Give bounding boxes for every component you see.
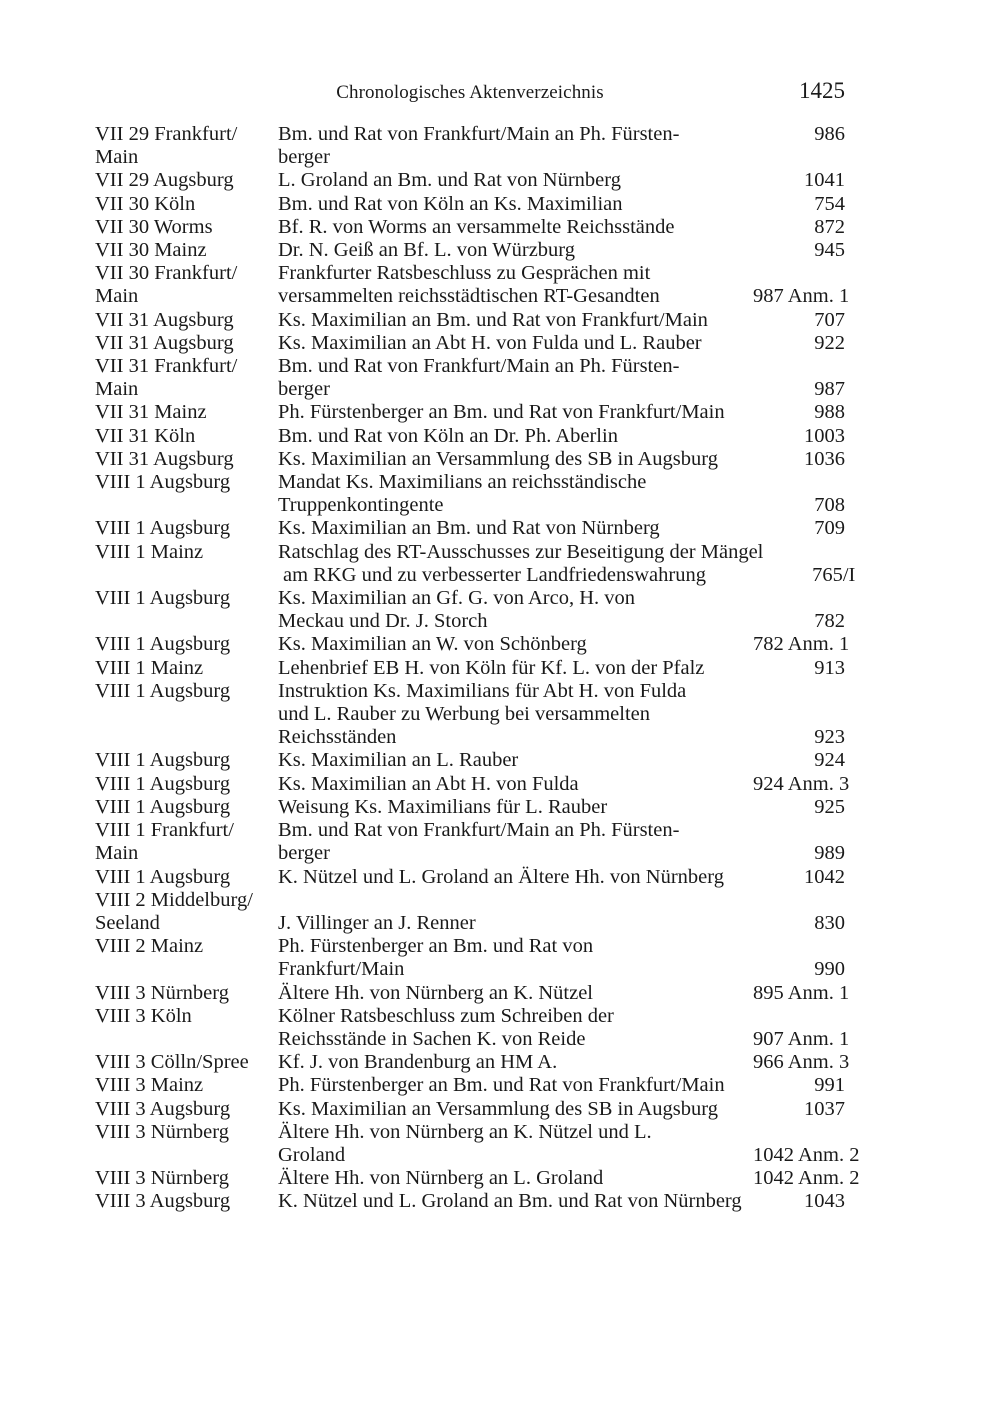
- entry-description-line: Kölner Ratsbeschluss zum Schreiben der: [278, 1004, 614, 1027]
- entry-description: [278, 633, 753, 656]
- entry-date-place: [95, 169, 278, 192]
- entry-row: [95, 866, 845, 889]
- entry-description: [278, 471, 753, 517]
- entry-date-place: [95, 982, 278, 1005]
- entry-description-line: Ks. Maximilian an Versammlung des SB in Augsburg: [278, 447, 718, 470]
- entry-date-place: [95, 680, 278, 750]
- entry-description: [278, 355, 753, 401]
- entry-date-place: [95, 889, 278, 935]
- entry-date-line: VIII 3 Köln: [95, 1004, 192, 1027]
- entry-description-line: Ph. Fürstenberger an Bm. und Rat von Frankfurt/Main: [278, 1074, 725, 1097]
- entry-date-place: [95, 355, 278, 401]
- entry-description-line: Groland: [278, 1143, 346, 1166]
- entry-row: [95, 935, 845, 981]
- entry-date-line: VIII 3 Nürnberg: [95, 981, 229, 1004]
- entry-description-line: Reichsstände in Sachen K. von Reide: [278, 1027, 586, 1050]
- entry-description-line: Ph. Fürstenberger an Bm. und Rat von: [278, 935, 594, 958]
- entry-date-place: [95, 1051, 278, 1074]
- entry-date-line: VIII 1 Mainz: [95, 540, 204, 563]
- entry-date-line: VIII 1 Augsburg: [95, 749, 231, 772]
- entry-description-line: berger: [278, 842, 330, 865]
- entry-date-place: [95, 749, 278, 772]
- entry-date-line: VIII 1 Augsburg: [95, 517, 231, 540]
- entry-date-line: Main: [95, 146, 139, 169]
- entry-document-number: 991: [814, 1074, 845, 1097]
- entry-document-number: 895 Anm. 1: [753, 981, 850, 1004]
- entry-date-line: VIII 1 Augsburg: [95, 679, 231, 702]
- entry-date-place: [95, 332, 278, 355]
- entry-description: [278, 1190, 753, 1213]
- entry-description-line: Weisung Ks. Maximilians für L. Rauber: [278, 795, 608, 818]
- entry-document-number: 754: [814, 192, 845, 215]
- entry-document-number: 1036: [804, 447, 845, 470]
- entry-date-line: VIII 3 Cölln/Spree: [95, 1051, 249, 1074]
- entry-description-line: berger: [278, 378, 330, 401]
- entry-row: [95, 239, 845, 262]
- entry-document-number: 765/I: [812, 563, 856, 586]
- entry-description: [278, 309, 753, 332]
- entry-document-number: 987: [814, 378, 845, 401]
- entry-description-line: Frankfurt/Main: [278, 958, 405, 981]
- entry-row: [95, 332, 845, 355]
- entry-row: [95, 193, 845, 216]
- entry-date-place: [95, 796, 278, 819]
- entry-row: [95, 1098, 845, 1121]
- entry-date-place: [95, 657, 278, 680]
- entry-row: [95, 1167, 860, 1190]
- entry-description-line: Bm. und Rat von Frankfurt/Main an Ph. Fürsten-: [278, 355, 680, 378]
- running-title: Chronologisches Aktenverzeichnis: [336, 82, 604, 103]
- entry-date-line: VII 31 Köln: [95, 424, 196, 447]
- entry-row: [95, 587, 845, 633]
- entry-date-line: VII 31 Augsburg: [95, 331, 234, 354]
- entry-description: [278, 1121, 753, 1167]
- entry-description: [278, 680, 753, 750]
- entry-row: [95, 772, 850, 796]
- entry-document-number: 709: [814, 517, 845, 540]
- entry-description-line: und L. Rauber zu Werbung bei versammelten: [278, 703, 650, 726]
- entry-description-line: Meckau und Dr. J. Storch: [278, 610, 488, 633]
- entry-description: [278, 169, 753, 192]
- page-number: 1425: [799, 78, 845, 103]
- entry-date-place: [95, 262, 278, 308]
- entry-row: [95, 425, 845, 448]
- entry-description: [278, 541, 763, 587]
- entry-date-place: [95, 935, 278, 981]
- entry-description: [278, 193, 753, 216]
- entry-description: [278, 216, 753, 239]
- entry-row: [95, 819, 845, 865]
- entry-date-line: VIII 2 Middelburg/: [95, 888, 253, 911]
- entry-description: [278, 935, 753, 981]
- entry-date-place: [95, 541, 278, 587]
- entry-date-place: [95, 193, 278, 216]
- entry-row: [95, 680, 845, 750]
- entry-row: [95, 123, 845, 169]
- entry-document-number: 990: [814, 958, 845, 981]
- entry-row: [95, 216, 845, 239]
- entry-row: [95, 448, 845, 471]
- entry-row: [95, 657, 845, 680]
- entry-row: [95, 355, 845, 401]
- entry-document-number: 782: [814, 610, 845, 633]
- entry-description: [278, 332, 753, 355]
- entry-description: [278, 401, 753, 424]
- entry-date-line: Seeland: [95, 911, 160, 934]
- entry-date-place: [95, 1098, 278, 1121]
- entry-date-place: [95, 239, 278, 262]
- entry-description-line: Bm. und Rat von Frankfurt/Main an Ph. Fürsten-: [278, 123, 680, 145]
- entry-description-line: Ratschlag des RT-Ausschusses zur Beseitigung der Mängel: [278, 540, 764, 563]
- entry-document-number: 1041: [804, 169, 845, 192]
- entry-row: [95, 517, 845, 540]
- entry-description-line: Ks. Maximilian an L. Rauber: [278, 749, 519, 772]
- entry-date-line: VIII 1 Augsburg: [95, 471, 231, 494]
- entry-date-place: [95, 401, 278, 424]
- entry-description-line: [278, 889, 753, 912]
- entry-description-line: Ks. Maximilian an Abt H. von Fulda: [278, 772, 579, 795]
- entry-row: [95, 1004, 850, 1051]
- entry-date-place: [95, 1005, 278, 1051]
- entry-description-line: Mandat Ks. Maximilians an reichsständische: [278, 471, 647, 494]
- entry-date-line: Main: [95, 842, 139, 865]
- entry-description-line: am RKG und zu verbesserter Landfriedenswahrung: [283, 563, 706, 586]
- entry-date-place: [95, 216, 278, 239]
- entry-description: [278, 1167, 753, 1190]
- entry-description: [278, 425, 753, 448]
- entry-description: [278, 796, 753, 819]
- entry-description: [278, 866, 753, 889]
- entry-date-line: VII 29 Augsburg: [95, 169, 234, 192]
- entry-document-number: 913: [814, 656, 845, 679]
- entry-description: [278, 982, 753, 1005]
- entry-date-line: VIII 1 Augsburg: [95, 633, 231, 656]
- entry-row: [95, 1051, 850, 1074]
- entry-description: [278, 1074, 753, 1097]
- entry-date-line: VIII 1 Augsburg: [95, 865, 231, 888]
- entry-date-place: [95, 633, 278, 656]
- entry-date-line: VIII 3 Augsburg: [95, 1190, 231, 1213]
- chronological-entry-list: [95, 123, 860, 1214]
- entry-description: [278, 1098, 753, 1121]
- entry-description-line: Bm. und Rat von Frankfurt/Main an Ph. Fürsten-: [278, 819, 680, 842]
- entry-description-line: Ph. Fürstenberger an Bm. und Rat von Frankfurt/Main: [278, 401, 725, 424]
- entry-date-place: [95, 517, 278, 540]
- entry-description-line: Ks. Maximilian an Bm. und Rat von Nürnberg: [278, 517, 660, 540]
- entry-date-line: VII 31 Augsburg: [95, 308, 234, 331]
- entry-date-line: VII 30 Köln: [95, 192, 196, 215]
- entry-date-place: [95, 471, 278, 517]
- entry-description: [278, 773, 753, 796]
- entry-date-place: [95, 309, 278, 332]
- entry-description-line: versammelten reichsstädtischen RT-Gesandten: [278, 285, 660, 308]
- entry-date-line: VII 31 Augsburg: [95, 447, 234, 470]
- entry-document-number: 872: [814, 215, 845, 238]
- entry-document-number: 1042 Anm. 2: [753, 1143, 860, 1166]
- entry-date-place: [95, 448, 278, 471]
- entry-description-line: Ks. Maximilian an Bm. und Rat von Frankfurt/Main: [278, 308, 708, 331]
- entry-description-line: berger: [278, 146, 330, 169]
- entry-document-number: 925: [814, 795, 845, 818]
- entry-description-line: Ältere Hh. von Nürnberg an L. Groland: [278, 1167, 604, 1190]
- entry-document-number: 986: [814, 123, 845, 145]
- entry-description: [278, 657, 753, 680]
- entry-date-line: VIII 1 Augsburg: [95, 772, 231, 795]
- entry-document-number: 989: [814, 842, 845, 865]
- entry-date-place: [95, 587, 278, 633]
- entry-description-line: K. Nützel und L. Groland an Ältere Hh. von Nürnberg: [278, 865, 724, 888]
- entry-description: [278, 517, 753, 540]
- entry-date-line: VIII 1 Augsburg: [95, 587, 231, 610]
- entry-date-place: [95, 866, 278, 889]
- entry-description-line: J. Villinger an J. Renner: [278, 911, 476, 934]
- entry-date-place: [95, 1074, 278, 1097]
- entry-document-number: 1037: [804, 1097, 845, 1120]
- entry-document-number: 923: [814, 726, 845, 749]
- entry-row: [95, 262, 850, 308]
- entry-document-number: 830: [814, 911, 845, 934]
- entry-document-number: 924 Anm. 3: [753, 772, 850, 795]
- entry-document-number: 966 Anm. 3: [753, 1051, 850, 1074]
- entry-row: [95, 1120, 860, 1167]
- entry-description-line: Lehenbrief EB H. von Köln für Kf. L. von der Pfalz: [278, 656, 705, 679]
- entry-date-place: [95, 1121, 278, 1167]
- entry-document-number: 988: [814, 401, 845, 424]
- entry-document-number: 907 Anm. 1: [753, 1027, 850, 1050]
- entry-row: [95, 309, 845, 332]
- entry-row: [95, 169, 845, 192]
- entry-row: [95, 749, 845, 772]
- entry-description: [278, 1005, 753, 1051]
- entry-description-line: Ältere Hh. von Nürnberg an K. Nützel und L.: [278, 1120, 652, 1143]
- entry-document-number: 1003: [804, 424, 845, 447]
- entry-description: [278, 239, 753, 262]
- entry-document-number: 782 Anm. 1: [753, 633, 850, 656]
- entry-date-place: [95, 123, 278, 169]
- entry-document-number: 924: [814, 749, 845, 772]
- entry-document-number: 1042 Anm. 2: [753, 1167, 860, 1190]
- entry-date-line: VII 31 Mainz: [95, 401, 207, 424]
- entry-date-line: VIII 1 Frankfurt/: [95, 819, 234, 842]
- entry-description: [278, 262, 753, 308]
- entry-document-number: 707: [814, 308, 845, 331]
- entry-date-place: [95, 773, 278, 796]
- entry-row: [95, 401, 845, 424]
- entry-description-line: Kf. J. von Brandenburg an HM A.: [278, 1051, 558, 1074]
- entry-date-line: VIII 1 Augsburg: [95, 795, 231, 818]
- entry-date-line: VIII 3 Nürnberg: [95, 1120, 229, 1143]
- entry-row: [95, 889, 845, 935]
- entry-description: [278, 749, 753, 772]
- entry-date-line: VIII 3 Nürnberg: [95, 1167, 229, 1190]
- entry-document-number: 987 Anm. 1: [753, 285, 850, 308]
- entry-description: [278, 819, 753, 865]
- entry-description-line: Reichsständen: [278, 726, 397, 749]
- entry-document-number: 945: [814, 239, 845, 262]
- entry-date-place: [95, 1190, 278, 1213]
- entry-description-line: L. Groland an Bm. und Rat von Nürnberg: [278, 169, 621, 192]
- entry-description-line: Instruktion Ks. Maximilians für Abt H. von Fulda: [278, 679, 687, 702]
- entry-date-place: [95, 425, 278, 448]
- entry-date-place: [95, 1167, 278, 1190]
- entry-description-line: Ks. Maximilian an W. von Schönberg: [278, 633, 587, 656]
- entry-document-number: 1042: [804, 865, 845, 888]
- entry-date-line: VIII 1 Mainz: [95, 656, 204, 679]
- entry-description-line: Bm. und Rat von Köln an Ks. Maximilian: [278, 192, 623, 215]
- entry-row: [95, 1190, 845, 1213]
- entry-description-line: Ks. Maximilian an Versammlung des SB in Augsburg: [278, 1097, 718, 1120]
- entry-description: [278, 123, 753, 169]
- entry-description-line: Ks. Maximilian an Gf. G. von Arco, H. von: [278, 587, 635, 610]
- entry-description: [278, 889, 753, 935]
- entry-date-line: VIII 3 Augsburg: [95, 1097, 231, 1120]
- entry-date-line: VII 30 Frankfurt/: [95, 262, 238, 285]
- entry-date-line: VII 29 Frankfurt/: [95, 123, 238, 145]
- entry-date-line: VII 30 Mainz: [95, 239, 207, 262]
- entry-description-line: Ks. Maximilian an Abt H. von Fulda und L. Rauber: [278, 331, 702, 354]
- entry-row: [95, 1074, 845, 1097]
- entry-date-line: VII 30 Worms: [95, 215, 213, 238]
- entry-description-line: Bm. und Rat von Köln an Dr. Ph. Aberlin: [278, 424, 618, 447]
- entry-description-line: Frankfurter Ratsbeschluss zu Gesprächen mit: [278, 262, 651, 285]
- entry-description-line: Bf. R. von Worms an versammelte Reichsstände: [278, 215, 675, 238]
- entry-row: [95, 471, 845, 517]
- entry-date-line: VIII 2 Mainz: [95, 935, 204, 958]
- entry-row: [95, 633, 850, 656]
- entry-description-line: Ältere Hh. von Nürnberg an K. Nützel: [278, 981, 594, 1004]
- entry-date-line: Main: [95, 285, 139, 308]
- entry-description-line: Dr. N. Geiß an Bf. L. von Würzburg: [278, 239, 576, 262]
- entry-date-place: [95, 819, 278, 865]
- entry-date-line: Main: [95, 378, 139, 401]
- entry-description: [278, 587, 753, 633]
- entry-row: [95, 796, 845, 819]
- entry-description: [278, 1051, 753, 1074]
- entry-row: [95, 981, 850, 1005]
- entry-document-number: 922: [814, 331, 845, 354]
- entry-date-line: VII 31 Frankfurt/: [95, 355, 238, 378]
- entry-description-line: Truppenkontingente: [278, 494, 444, 517]
- document-page: [95, 78, 860, 1214]
- entry-document-number: 708: [814, 494, 845, 517]
- entry-row: [95, 540, 856, 587]
- entry-description-line: K. Nützel und L. Groland an Bm. und Rat von Nürnberg: [278, 1190, 742, 1213]
- entry-date-line: VIII 3 Mainz: [95, 1074, 204, 1097]
- entry-description: [278, 448, 753, 471]
- page-header: [95, 78, 845, 108]
- entry-document-number: 1043: [804, 1190, 845, 1213]
